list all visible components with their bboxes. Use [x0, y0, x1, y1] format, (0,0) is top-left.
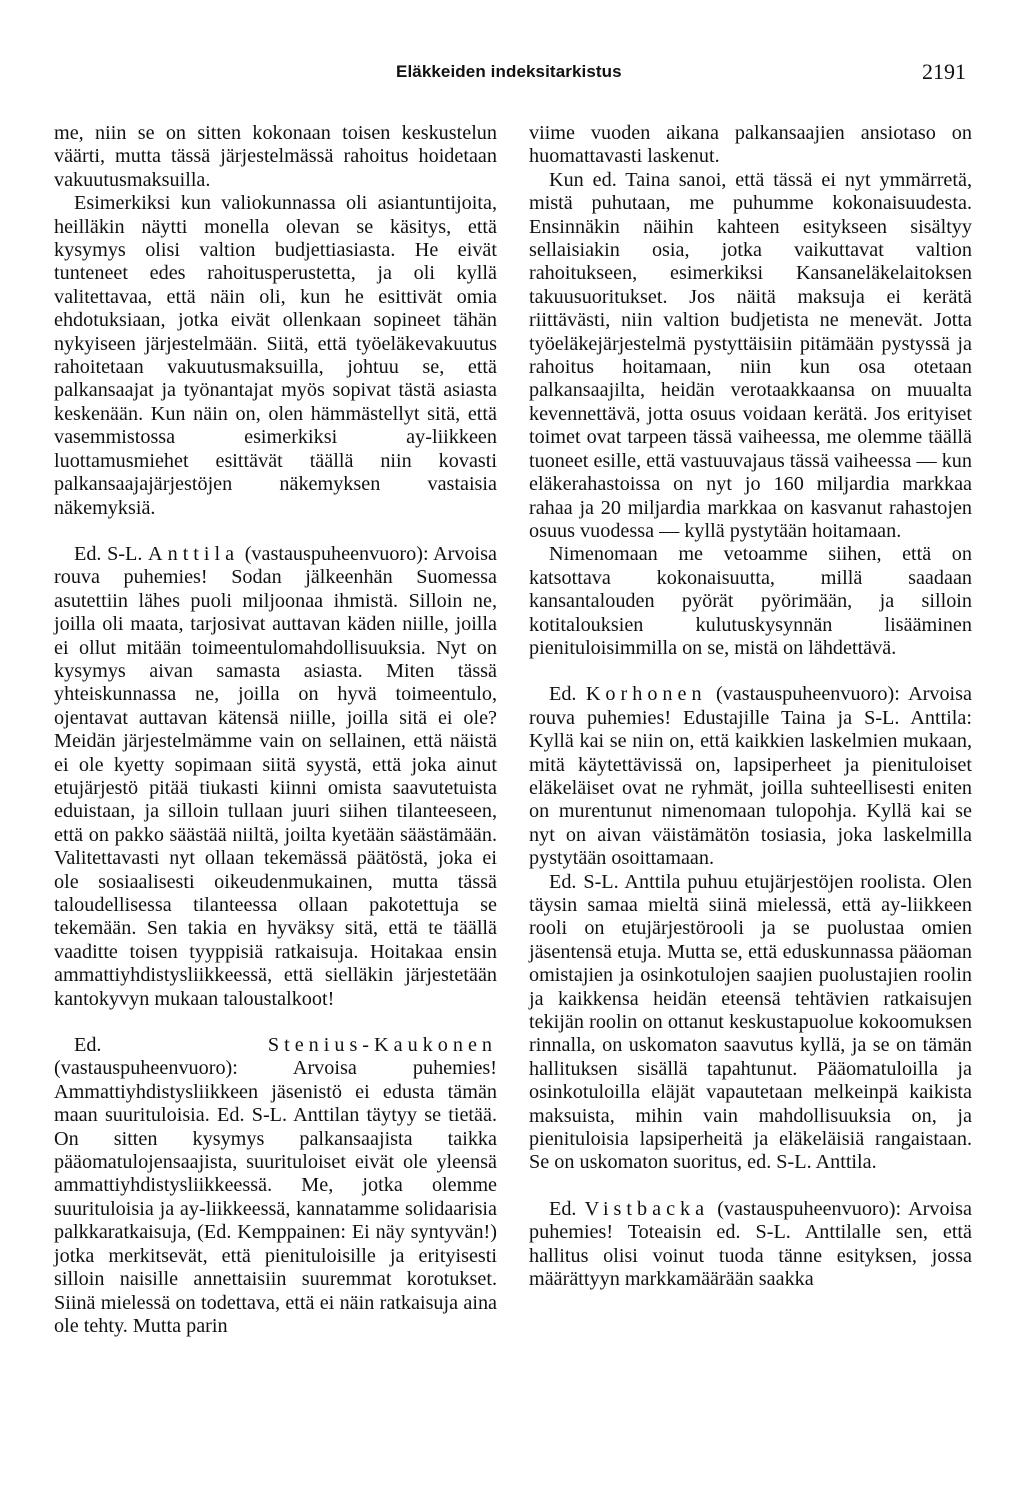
speaker-name: Stenius-Kaukonen [267, 1034, 497, 1057]
speech-prefix: Ed. [549, 1197, 585, 1220]
paragraph: Esimerkiksi kun valiokunnassa oli asiantuntijoita, heilläkin näytti monella olevan se käsitys, että kysymys olisi valtion budjettiasiasta. He eivät tunteneet edes rahoitusperustetta, ja oli kyllä valitettavaa, että näin oli, kun he esittivät omia ehdotuksiaan, jotka eivät ollenkaan sopineet tähän nykyiseen järjestelmään. Siitä, että työeläkevakuutus rahoitetaan vakuutusmaksuilla, johtuu se, että palkansaajat ja työnantajat myös sopivat tästä asiasta keskenään. Kun näin on, olen hämmästellyt sitä, että vasemmistossa esimerkiksi ay-liikkeen luottamusmiehet esittävät täällä niin kovasti palkansaajajärjestöjen näkemyksen vastaisia näkemyksiä. [54, 192, 497, 519]
paragraph: me, niin se on sitten kokonaan toisen keskustelun väärti, mutta tässä järjestelmässä rahoitus hoidetaan vakuutusmaksuilla. [54, 122, 497, 191]
paragraph: viime vuoden aikana palkansaajien ansiotaso on huomattavasti laskenut. [529, 122, 972, 168]
speech-prefix: Ed. S-L. [74, 542, 149, 565]
speech-anttila [54, 543, 497, 1011]
speech-vistbacka [529, 1198, 972, 1292]
speech-text: (vastauspuheenvuoro): Arvoisa rouva puhemies! Sodan jälkeenhän Suomessa asutettiin lähes puoli miljoonaa ihmistä. Silloin ne, joilla oli maata, tarjosivat auttavan käden niille, joilla ei ollut mitään toimeentulomahdollisuuksia. Nyt on kysymys aivan samasta asiasta. Miten tässä yhteiskunnassa ne, joilla on hyvä toimeentulo, ojentavat auttavan kätensä niille, joilla sitä ei ole? Meidän järjestelmämme vain on sellainen, että näistä ei ole kyetty sopimaan siitä syystä, että joka ainut etujärjestö pitää tiukasti kiinni omista saavutetuista eduistaan, ja silloin tullaan juuri siihen tilanteeseen, että on pakko säästää niiltä, joilta kyetään säästämään. Valitettavasti nyt ollaan tekemässä päätöstä, joka ei ole sosiaalisesti oikeudenmukainen, mutta tässä taloudellisessa tilanteessa ollaan pakotettuja se tekemään. Sen takia en hyväksy sitä, että te täällä vaaditte toisen tyyppisiä ratkaisuja. Hoitakaa ensin ammattiyhdistysliikkeessä, että sielläkin järjestetään kantokyvyn mukaan taloustalkoot! [54, 542, 497, 1010]
speaker-name: Korhonen [585, 683, 707, 706]
page-header [0, 59, 1024, 92]
speech-text: (vastauspuheenvuoro): Arvoisa puhemies! Toteaisin ed. S-L. Anttilalle sen, että hallitus olisi voinut tuoda tänne esityksen, jossa määrättyyn markkamäärään saakka [529, 1197, 972, 1291]
paragraph: Ed. S-L. Anttila puhuu etujärjestöjen roolista. Olen täysin samaa mieltä siinä mielessä, että ay-liikkeen rooli on etujärjestörooli ja se puolustaa omien jäsentensä etuja. Mutta se, että eduskunnassa pääoman omistajien ja osinkotulojen saajien puolustajien roolin ja kaikkensa heidän eteensä tehtävien ratkaisujen tekijän roolin on ottanut keskustapuolue kokoomuksen rinnalla, on uskomaton saavutus kyllä, ja se on tämän hallituksen sisällä tapahtunut. Pääomatuloilla ja osinkotuloilla eläjät vapautetaan melkeinpä kaikista maksuista, mihin vain mahdollisuuksia on, ja pienituloisia lapsiperheitä ja eläkeläisiä rangaistaan. Se on uskomaton suoritus, ed. S-L. Anttila. [529, 870, 972, 1174]
speech-text: (vastauspuheenvuoro): Arvoisa puhemies! Ammattiyhdistysliikkeen jäsenistö ei edusta tämän maan suurituloisia. Ed. S-L. Anttilan täytyy se tietää. On sitten kysymys palkansaajista taikka pääomatulojensaajista, suurituloiset eivät ole yleensä ammattiyhdistysliikkeessä. Me, jotka olemme suurituloisia ja ay-liikkeessä, kannatamme solidaarisia palkkaratkaisuja, (Ed. Kemppainen: Ei näy syntyvän!) jotka merkitsevät, että pienituloisille ja erityisesti silloin naisille annettaisiin suuremmat korotukset. Siinä mielessä on todettava, että ei näin ratkaisuja aina ole tehty. Mutta parin [54, 1057, 497, 1337]
right-column [529, 122, 972, 1292]
speech-korhonen [529, 683, 972, 870]
speech-prefix: Ed. [549, 683, 586, 706]
paragraph: Kun ed. Taina sanoi, että tässä ei nyt ymmärretä, mistä puhutaan, me puhumme kokonaisuudesta. Ensinnäkin näihin kahteen esitykseen sisältyy sellaisiakin osia, jotka vaikuttavat valtion rahoitukseen, esimerkiksi Kansaneläkelaitoksen takuusuoritukset. Jos näitä maksuja ei kerätä riittävästi, niin valtion budjetista ne menevät. Jotta työeläkejärjestelmä pystyttäisiin pitämään pystyssä ja rahoitus hoitamaan, niin kun osa otetaan palkansaajilta, heidän verotaakkaansa on muualta kevennettävä, jotta osuus voidaan kerätä. Jos erityiset toimet ovat tarpeen tässä vaiheessa, me olemme täällä tuoneet esille, että vastuuvajaus tässä vaiheessa — kun eläkerahastoissa on nyt jo 160 miljardia markkaa rahaa ja 20 miljardia markkaa on kasvanut rahastojen osuus vuodessa — kyllä pystytään hoitamaan. [529, 168, 972, 542]
speech-prefix: Ed. [74, 1034, 268, 1057]
speaker-name: Vistbacka [584, 1197, 710, 1220]
page-number: 2191 [922, 59, 966, 84]
speech-text: (vastauspuheenvuoro): Arvoisa rouva puhemies! Edustajille Taina ja S-L. Anttila: Kyllä kai se niin on, että kaikkien laskelmien mukaan, mitä käytettävissä on, lapsiperheet ja pienituloiset eläkeläiset ovat ne ryhmät, joilla suhteellisesti eniten on murentunut nimenomaan tulopohja. Kyllä kai se nyt on aivan väistämätön tosiasia, joka laskelmilla pystytään osoittamaan. [529, 683, 972, 870]
speech-stenius-kaukonen [54, 1034, 497, 1338]
running-title: Eläkkeiden indeksitarkistus [396, 62, 622, 81]
paragraph: Nimenomaan me vetoamme siihen, että on katsottava kokonaisuutta, millä saadaan kansantalouden pyörät pyörimään, ja silloin kotitalouksien kulutuskysynnän lisääminen pienituloisimmilla on se, mistä on lähdettävä. [529, 543, 972, 659]
left-column [54, 122, 497, 1338]
speaker-name: Anttila [148, 542, 240, 565]
